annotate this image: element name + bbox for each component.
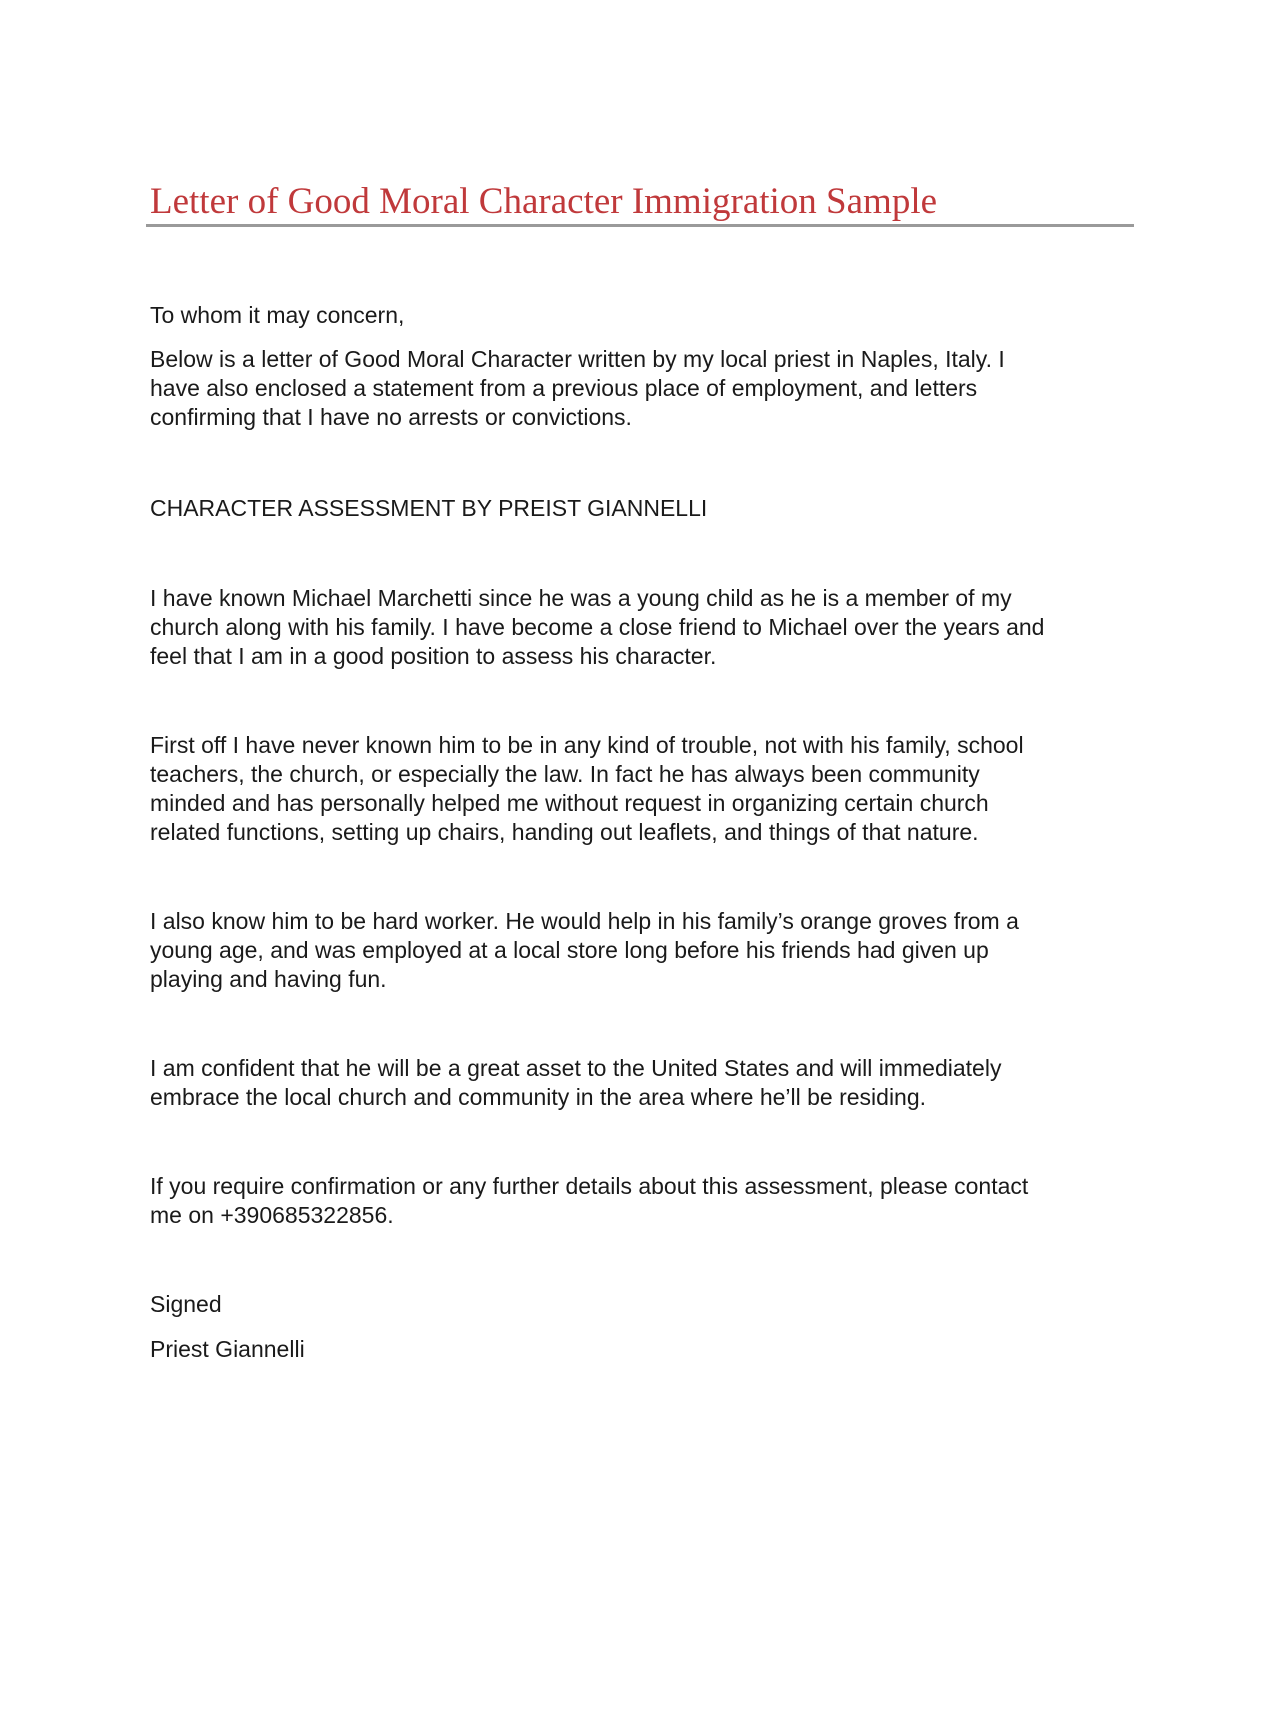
paragraph-line: I also know him to be hard worker. He would help in his family’s orange groves from a <box>150 908 1019 934</box>
paragraph-line: church along with his family. I have become a close friend to Michael over the years and <box>150 614 1045 640</box>
paragraph-known-since-child <box>150 584 1140 671</box>
document-title: Letter of Good Moral Character Immigration Sample <box>150 181 938 222</box>
paragraph-hard-worker <box>150 907 1140 994</box>
intro-line: Below is a letter of Good Moral Character written by my local priest in Naples, Italy. I <box>150 346 1005 372</box>
intro-line: have also enclosed a statement from a previous place of employment, and letters <box>150 375 978 401</box>
signed-label: Signed <box>150 1291 222 1317</box>
paragraph-no-trouble <box>150 731 1140 847</box>
paragraph-line: embrace the local church and community in the area where he’ll be residing. <box>150 1084 927 1110</box>
section-heading: CHARACTER ASSESSMENT BY PREIST GIANNELLI <box>150 495 708 521</box>
intro-paragraph <box>150 345 1140 432</box>
paragraph-confident <box>150 1054 1140 1112</box>
paragraph-line: I am confident that he will be a great asset to the United States and will immediately <box>150 1055 1002 1081</box>
paragraph-line: playing and having fun. <box>150 966 387 992</box>
paragraph-line: related functions, setting up chairs, handing out leaflets, and things of that nature. <box>150 819 979 845</box>
paragraph-line: teachers, the church, or especially the law. In fact he has always been community <box>150 761 980 787</box>
paragraph-line: me on +390685322856. <box>150 1202 394 1228</box>
paragraph-line: I have known Michael Marchetti since he was a young child as he is a member of my <box>150 585 1012 611</box>
paragraph-line: feel that I am in a good position to assess his character. <box>150 643 717 669</box>
paragraph-line: First off I have never known him to be in any kind of trouble, not with his family, school <box>150 732 1024 758</box>
paragraph-line: young age, and was employed at a local store long before his friends had given up <box>150 937 989 963</box>
paragraph-line: minded and has personally helped me without request in organizing certain church <box>150 790 989 816</box>
paragraph-contact <box>150 1172 1140 1230</box>
salutation: To whom it may concern, <box>150 302 405 328</box>
signer-name: Priest Giannelli <box>150 1336 305 1362</box>
intro-line: confirming that I have no arrests or convictions. <box>150 404 632 430</box>
title-underline <box>146 224 1134 227</box>
paragraph-line: If you require confirmation or any further details about this assessment, please contact <box>150 1173 1029 1199</box>
